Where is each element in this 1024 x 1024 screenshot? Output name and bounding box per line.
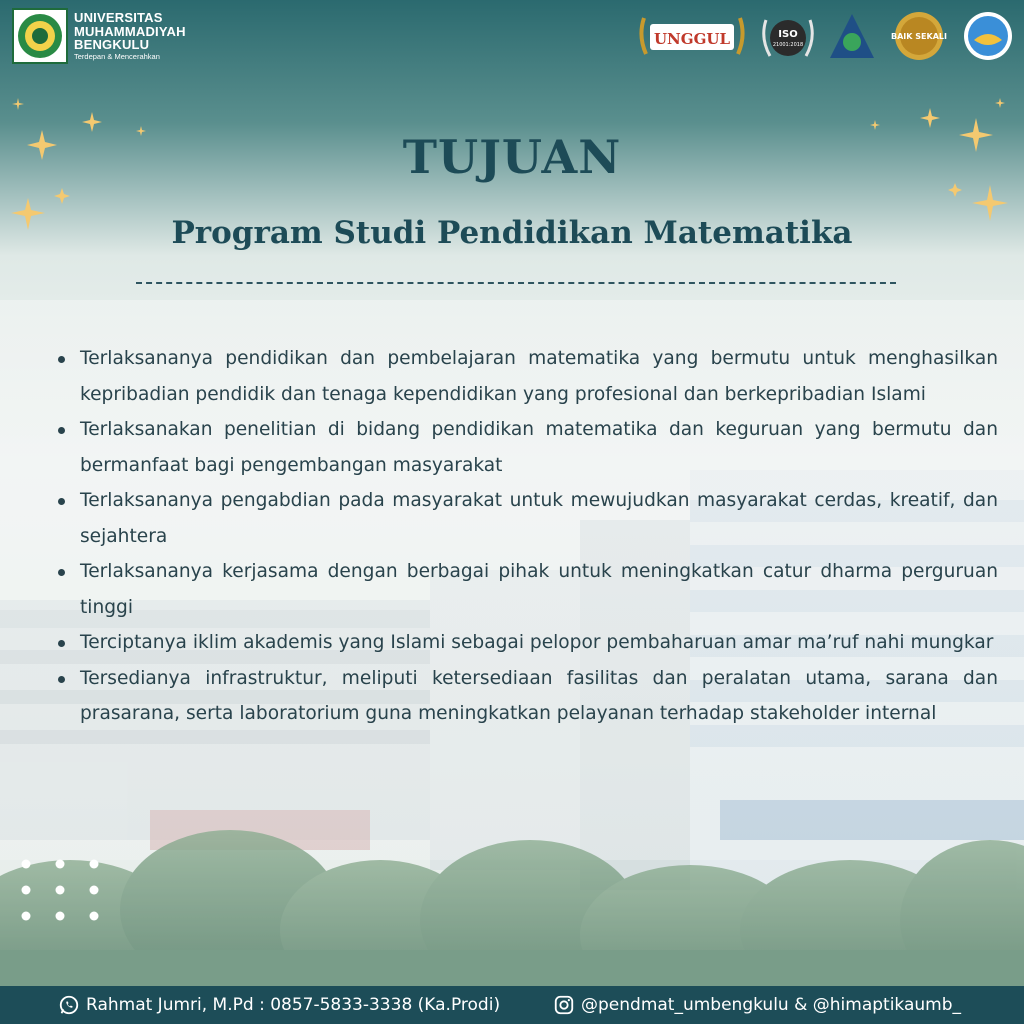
footer-bar (0, 986, 1024, 1024)
contact-text: Rahmat Jumri, M.Pd : 0857-5833-3338 (Ka.Prodi) (86, 995, 501, 1015)
goal-item-1: Terlaksananya pendidikan dan pembelajaran matematika yang bermutu untuk menghasilkan kepribadian pendidik dan tenaga kependidikan yang profesional dan berkepribadian Islami (58, 341, 998, 412)
accreditation-badges (636, 10, 1014, 62)
baik-sekali-badge-icon (888, 10, 950, 62)
page-subtitle: Program Studi Pendidikan Matematika (171, 215, 853, 251)
goal-item-4: Terlaksananya kerjasama dengan berbagai pihak untuk meningkatkan catur dharma perguruan tinggi (58, 554, 998, 625)
dashed-divider (136, 282, 896, 284)
contact-info (58, 986, 500, 1024)
instagram-icon (553, 994, 575, 1016)
unggul-badge-text: UNGGUL (653, 30, 731, 48)
iso-badge-icon (760, 10, 816, 62)
instagram-info (553, 986, 961, 1024)
whatsapp-icon (58, 994, 80, 1016)
goal-item-3: Terlaksananya pengabdian pada masyarakat untuk mewujudkan masyarakat cerdas, kreatif, dan sejahtera (58, 483, 998, 554)
dot-grid-decoration (20, 858, 104, 922)
goal-item-6: Tersedianya infrastruktur, meliputi ketersediaan fasilitas dan peralatan utama, sarana dan prasarana, serta laboratorium guna meningkatkan pelayanan terhadap stakeholder internal (58, 661, 998, 732)
goal-item-2: Terlaksanakan penelitian di bidang pendidikan matematika dan keguruan yang bermutu dan bermanfaat bagi pengembangan masyarakat (58, 412, 998, 483)
instagram-handles: @pendmat_umbengkulu & @himaptikaumb_ (581, 995, 962, 1015)
university-tagline: Terdepan & Mencerahkan (74, 52, 160, 62)
university-name-line-2: MUHAMMADIYAH (74, 23, 186, 39)
university-logo-block (12, 8, 186, 64)
triangle-emblem-icon (828, 10, 876, 62)
baik-sekali-badge-text: BAIK SEKALI (891, 32, 947, 41)
iso-badge-subtext: 21001:2018 (772, 42, 804, 48)
page-title: TUJUAN (402, 130, 622, 184)
iso-badge-text: ISO (778, 29, 798, 40)
university-mascot-badge-icon (962, 10, 1014, 62)
unggul-badge-icon (636, 10, 748, 62)
university-name-line-1: UNIVERSITAS (74, 10, 163, 26)
university-emblem-icon (12, 8, 68, 64)
header-bar (0, 0, 1024, 80)
university-name-line-3: BENGKULU (74, 36, 150, 52)
goals-list (58, 341, 998, 732)
goal-item-5: Terciptanya iklim akademis yang Islami sebagai pelopor pembaharuan amar ma’ruf nahi mungkar (58, 625, 998, 661)
